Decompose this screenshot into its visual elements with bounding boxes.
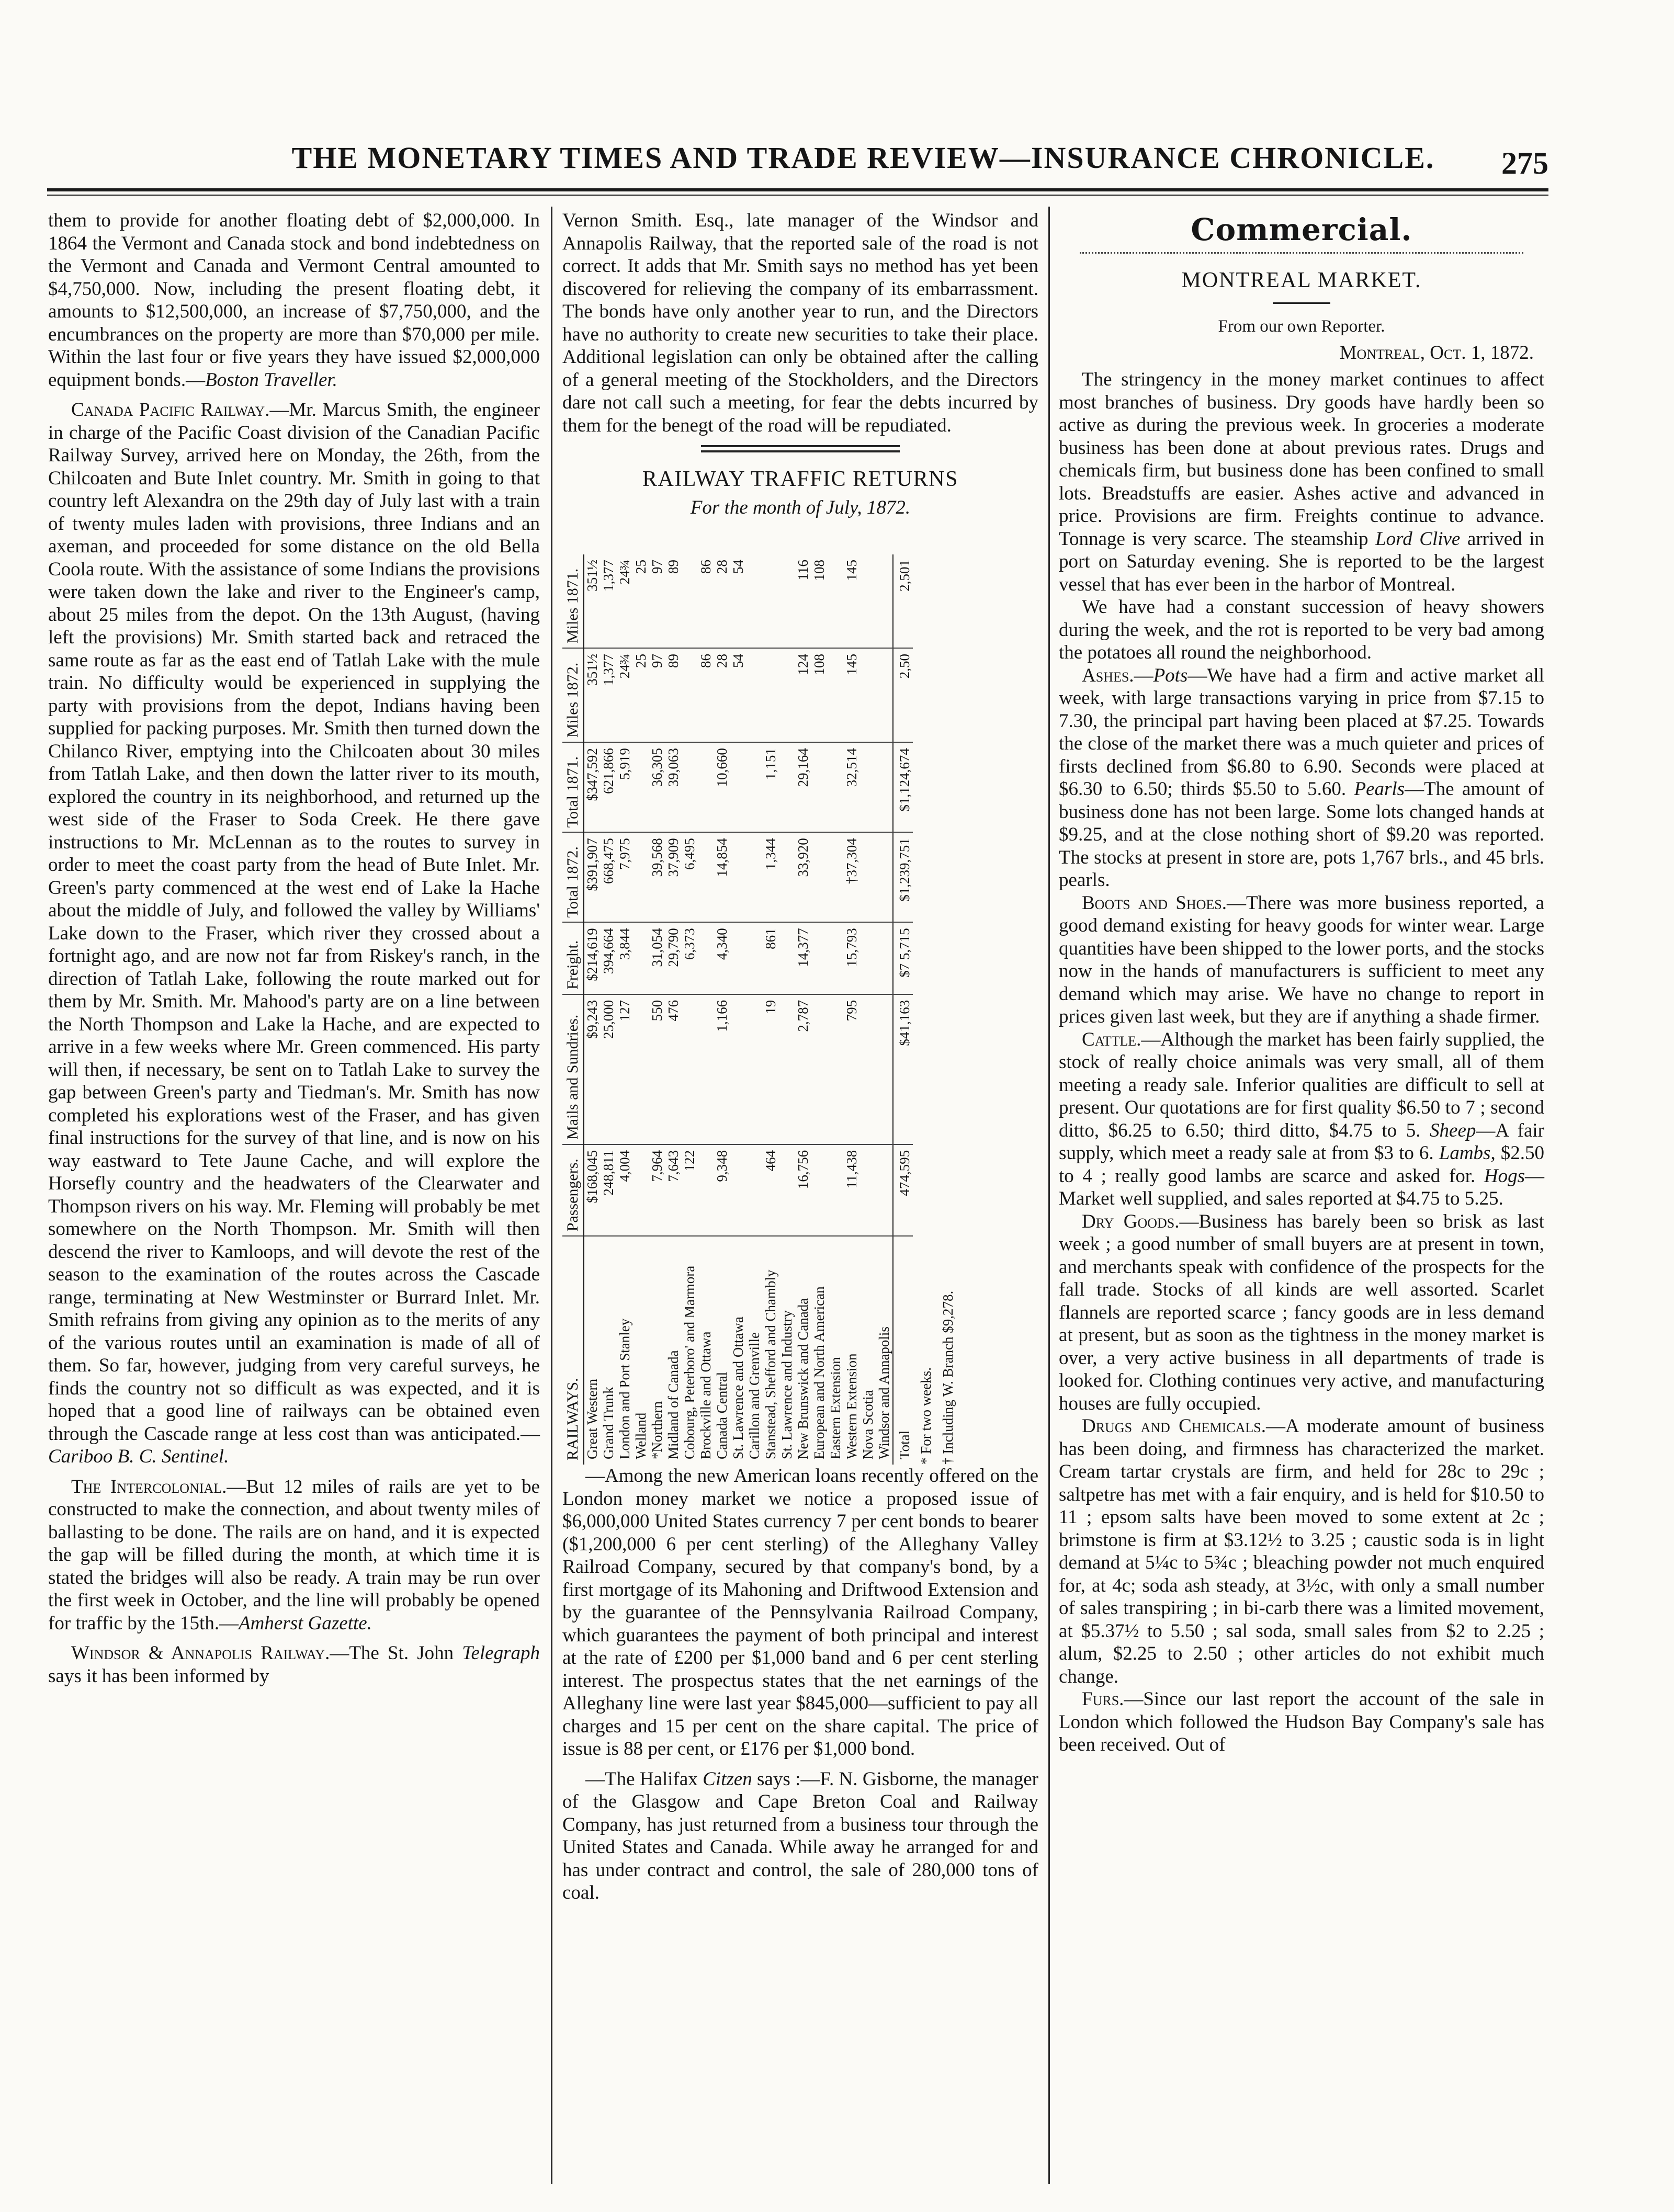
table-cell: 14,854 xyxy=(714,832,730,922)
table-cell xyxy=(860,742,876,832)
table-row xyxy=(714,554,730,1465)
table-cell xyxy=(811,1144,828,1236)
table-subtitle: For the month of July, 1872. xyxy=(690,496,911,518)
article-vermont-debt: them to provide for another floating debt of $2,000,000. In 1864 the Vermont and Canada stock and bond indebtedness on the Vermont and Canada and Vermont Central amounted to $4,750,000. Now, including the present floating debt, it amounts to $12,500,000, an increase of $7,750,000, and the encumbrances on the property are more than $70,000 per mile. Within the last four or five years they have issued $2,000,000 equipment bonds.—Boston Traveller. xyxy=(48,210,540,391)
table-cell: 2,787 xyxy=(795,994,811,1144)
railway-name-cell: St. Lawrence and Ottawa xyxy=(730,1236,746,1465)
table-cell: 54 xyxy=(730,560,746,574)
table-cell xyxy=(633,742,649,832)
table-cell xyxy=(860,922,876,994)
table-cell: 122 xyxy=(682,1144,698,1236)
railway-name-cell: Midland of Canada xyxy=(665,1236,682,1465)
table-cell xyxy=(730,1144,746,1236)
short-rule xyxy=(1273,302,1330,304)
table-cell xyxy=(682,554,698,648)
table-cell xyxy=(876,994,893,1144)
table-cell xyxy=(811,994,828,1144)
table-cell: 394,664 xyxy=(601,922,617,994)
table-cell: 29,790 xyxy=(665,922,682,994)
table-cell xyxy=(746,922,763,994)
table-cell: 97 xyxy=(649,648,665,742)
railway-name-cell: Cobourg, Peterboro' and Marmora xyxy=(682,1236,698,1465)
table-cell: 1,377 xyxy=(601,648,617,742)
table-cell: 4,004 xyxy=(617,1144,633,1236)
table-cell: 668,475 xyxy=(601,832,617,922)
railway-name-cell: St. Lawrence and Industry xyxy=(779,1236,795,1465)
table-cell: 33,920 xyxy=(795,832,811,922)
table-cell xyxy=(698,994,714,1144)
table-cell xyxy=(779,922,795,994)
table-row xyxy=(665,554,682,1465)
table-cell: 476 xyxy=(665,994,682,1144)
table-cell: 1,151 xyxy=(763,742,779,832)
article-intercolonial: The Intercolonial.—But 12 miles of rails are yet to be constructed to make the connection, and about twenty miles of ballasting to be done. The rails are on hand, and it is expected the gap will be filled during the month, at which time it is stated the bridges will also be ready. A train may be run over the first week in October, and the line will probably be opened for traffic by the 15th.—Amherst Gazette. xyxy=(48,1476,540,1634)
table-cell xyxy=(828,648,844,742)
table-cell xyxy=(746,554,763,648)
table-cell: 7,964 xyxy=(649,1144,665,1236)
table-cell: 9,348 xyxy=(714,1144,730,1236)
table-cell xyxy=(779,994,795,1144)
table-cell xyxy=(633,922,649,994)
table-row xyxy=(779,554,795,1465)
page-number: 275 xyxy=(1501,146,1548,180)
table-cell: 16,756 xyxy=(795,1144,811,1236)
table-row xyxy=(763,554,779,1465)
table-cell xyxy=(860,554,876,648)
table-cell: 39,568 xyxy=(649,832,665,922)
total-cell: $7 5,715 xyxy=(893,922,913,994)
total-cell: 2,50 xyxy=(893,648,913,742)
table-cell xyxy=(860,648,876,742)
table-cell: 24¾ xyxy=(617,560,632,585)
railway-name-cell: Eastern Extension xyxy=(828,1236,844,1465)
table-cell: 464 xyxy=(763,1144,779,1236)
table-cell: †37,304 xyxy=(844,832,860,922)
table-row xyxy=(601,554,617,1465)
table-cell xyxy=(633,832,649,922)
table-cell: 25,000 xyxy=(601,994,617,1144)
table-cell: 145 xyxy=(844,560,859,581)
table-cell xyxy=(779,648,795,742)
railway-name-cell: New Brunswick and Canada xyxy=(795,1236,811,1465)
weather-report: We have had a constant succession of heavy showers during the week, and the rot is reported to be very bad among the potatoes all round the neighborhood. xyxy=(1059,596,1544,663)
railway-name-cell: Windsor and Annapolis xyxy=(876,1236,893,1465)
table-cell: 36,305 xyxy=(649,742,665,832)
table-footnote-1: * For two weeks. xyxy=(918,1367,934,1465)
column-divider-1 xyxy=(551,207,552,2184)
total-cell: $1,239,751 xyxy=(893,832,913,922)
table-cell xyxy=(746,648,763,742)
railway-name-cell: European and North American xyxy=(811,1236,828,1465)
table-cell: 19 xyxy=(763,994,779,1144)
table-row xyxy=(876,554,893,1465)
table-cell xyxy=(860,832,876,922)
railway-traffic-table-wrapper xyxy=(562,523,1065,1465)
table-footnote-2: † Including W. Branch $9,278. xyxy=(940,1290,956,1465)
boots-shoes-report: Boots and Shoes.—There was more business reported, a good demand existing for heavy goods for winter wear. Large quantities have been shipped to the lower ports, and the stocks now in the hands of manufacturers is sufficient to meet any demand which may arise. We have no change to report in prices given last week, but they are if anything a shade firmer. xyxy=(1059,892,1544,1027)
table-header-cell: Mails and Sundries. xyxy=(562,994,584,1144)
masthead-rule-thick xyxy=(47,188,1548,191)
table-cell xyxy=(698,1144,714,1236)
table-cell: 11,438 xyxy=(844,1144,860,1236)
table-cell: 4,340 xyxy=(714,922,730,994)
table-cell: 89 xyxy=(665,648,682,742)
railway-name-cell: Nova Scotia xyxy=(860,1236,876,1465)
table-cell: 621,866 xyxy=(601,742,617,832)
table-cell xyxy=(682,742,698,832)
table-cell: 86 xyxy=(698,560,714,574)
column-3 xyxy=(1059,209,1544,1756)
table-row xyxy=(795,554,811,1465)
table-title: RAILWAY TRAFFIC RETURNS xyxy=(642,467,958,491)
railway-name-cell: Western Extension xyxy=(844,1236,860,1465)
railway-traffic-table xyxy=(562,554,913,1465)
table-cell: 97 xyxy=(649,560,665,574)
table-cell xyxy=(746,832,763,922)
table-cell xyxy=(828,994,844,1144)
table-cell: 25 xyxy=(633,560,649,574)
table-row xyxy=(860,554,876,1465)
table-cell: $391,907 xyxy=(584,832,601,922)
table-cell: $9,243 xyxy=(584,994,601,1144)
table-cell: 54 xyxy=(730,648,746,742)
article-canada-pacific: Canada Pacific Railway.—Mr. Marcus Smith, the engineer in charge of the Pacific Coast division of the Canadian Pacific Railway Survey, arrived here on Monday, the 26th, from the Chilcoaten and Bute Inlet country. Mr. Smith in going to that country left Alexandra on the 29th day of July last with a train of twenty mules laden with provisions, three Indians and an axeman, and proceeded for some distance on the old Bella Coola route. With the assistance of some Indians the provisions were taken down the lake and river to the Engineer's camp, about 25 miles from the depot. On the 13th August, (having left the provisions) Mr. Smith started back and retraced the same route as far as the east end of Tatlah Lake with the mule train. No difficulty would be experienced in supplying the party with provisions from the depot, Indians having been supplied for packing purposes. Mr. Smith then turned down the Chilanco River, emptying into the Chilcoaten about 30 miles from Tatlah Lake, and then down the latter river to its mouth, explored the country in its neighborhood, and returned up the west side of the Fraser to Soda Creek. He there gave instructions to Mr. McLennan as to the routes to survey in order to meet the coast party from the head of Bute Inlet. Mr. Green's party commenced at the west end of Lake la Hache about the middle of July, and followed the valley by Williams' Lake down to the Fraser, which river they crossed about a fortnight ago, and are now not far from Riskey's ranch, in the direction of Tatlah Lake, following the route marked out for them by Mr. Smith. Mr. Mahood's party are on a line between the North Thompson and Lake la Hache, and are expected to arrive in a few weeks where Mr. Green commenced. His party will then, if necessary, be sent on to Tatlah Lake to survey the gap between Green's party and Tiedman's. Mr. Smith has now completed his explorations west of the Fraser, and has given final instructions for the survey of that line, and is now on his way eastward to Tete Jaune Cache, and will explore the Horsefly country and the headwaters of the Clearwater and Thompson rivers on his way. Mr. Fleming will probably be met somewhere on the North Thompson. Mr. Smith will then descend the river to Kamloops, and will devote the rest of the season to the examination of the routes across the Cascade range, terminating at New Westminster or Burrard Inlet. Mr. Smith refrains from giving any opinion as to the merits of any of the various routes until an examination is made of all of them. So far, however, judging from very careful surveys, he finds the country not so difficult as was expected, and it is hoped that a good line of railways can be obtained even through the Cascade range at less cost than was anticipated.—Cariboo B. C. Sentinel. xyxy=(48,399,540,1467)
table-cell xyxy=(876,648,893,742)
table-header-cell: Passengers. xyxy=(562,1144,584,1236)
furs-report: Furs.—Since our last report the account of the sale in London which followed the Hudson Bay Company's sale has been received. Out of xyxy=(1059,1688,1544,1755)
table-header-cell: Total 1872. xyxy=(562,832,584,922)
table-cell xyxy=(811,742,828,832)
table-cell xyxy=(828,742,844,832)
table-cell xyxy=(730,832,746,922)
railway-name-cell: London and Port Stanley xyxy=(617,1236,633,1465)
railway-name-cell: Stanstead, Shefford and Chambly xyxy=(763,1236,779,1465)
table-cell: $168,045 xyxy=(584,1144,601,1236)
table-cell xyxy=(682,994,698,1144)
commercial-heading: Commercial. xyxy=(1191,212,1412,247)
total-cell: $41,163 xyxy=(893,994,913,1144)
table-cell xyxy=(779,742,795,832)
masthead: THE MONETARY TIMES AND TRADE REVIEW—INSURANCE CHRONICLE. xyxy=(291,141,1435,175)
table-cell xyxy=(698,742,714,832)
cattle-report: Cattle.—Although the market has been fairly supplied, the stock of really choice animals was very small, all of them meeting a ready sale. Inferior qualities are difficult to sell at present. Our quotations are for first quality $6.50 to 7 ; second ditto, $6.25 to 6.50; third ditto, $4.75 to 5. Sheep—A fair supply, which meet a ready sale at from $3 to 6. Lambs, $2.50 to 4 ; really good lambs are scarce and asked for. Hogs—Market well supplied, and sales reported at $4.75 to 5.25. xyxy=(1059,1028,1545,1209)
drugs-chemicals-report: Drugs and Chemicals.—A moderate amount of business has been doing, and firmness has characterized the market. Cream tartar crystals are firm, and held for 28c to 29c ; saltpetre has met with a fair enquiry, and is held for $10.50 to 11 ; epsom salts have been moved to some extent at 2c ; brimstone is firm at $3.12½ to 3.25 ; caustic soda is in light demand at 5¼c to 5¾c ; bleaching powder not much enquired for, at 4c; soda ash steady, at 3½c, with only a small number of sales transpiring ; in bi-carb there was a limited movement, at $5.37½ to 5.50 ; sal soda, small sales from $2 to 2.25 ; alum, $2.25 to 2.50 ; other articles do not exhibit much change. xyxy=(1059,1415,1545,1687)
total-cell: 474,595 xyxy=(893,1144,913,1236)
table-cell xyxy=(698,922,714,994)
table-cell xyxy=(633,1144,649,1236)
table-cell xyxy=(763,554,779,648)
railway-name-cell: Brockville and Ottawa xyxy=(698,1236,714,1465)
table-cell: 5,919 xyxy=(617,742,633,832)
table-cell: 124 xyxy=(795,648,811,742)
table-row xyxy=(584,554,601,1465)
table-cell: 6,373 xyxy=(682,922,698,994)
table-row xyxy=(682,554,698,1465)
table-row xyxy=(844,554,860,1465)
table-cell: 14,377 xyxy=(795,922,811,994)
table-header-cell: Freight. xyxy=(562,922,584,994)
section-double-rule xyxy=(701,445,900,452)
table-cell: 351½ xyxy=(584,648,601,742)
table-cell: 28 xyxy=(714,648,730,742)
table-cell xyxy=(876,742,893,832)
table-cell xyxy=(730,742,746,832)
table-cell: 29,164 xyxy=(795,742,811,832)
table-cell: 28 xyxy=(714,560,730,574)
decorative-rule xyxy=(1080,247,1523,254)
table-cell xyxy=(828,832,844,922)
dateline: Montreal, Oct. 1, 1872. xyxy=(1339,342,1534,364)
table-cell xyxy=(746,994,763,1144)
table-cell: 861 xyxy=(763,922,779,994)
table-cell xyxy=(876,1144,893,1236)
table-cell xyxy=(682,648,698,742)
table-row xyxy=(746,554,763,1465)
article-halifax-citizen: —The Halifax Citzen says :—F. N. Gisborne, the manager of the Glasgow and Cape Breton Coal and Railway Company, has just returned from a business tour through the United States and Canada. While away he arranged for and has under contract and control, the sale of 280,000 tons of coal. xyxy=(562,1768,1038,1903)
table-cell: 37,909 xyxy=(665,832,682,922)
ashes-report: Ashes.—Pots—We have had a firm and active market all week, with large transactions varying in price from $7.15 to 7.30, the principal part having been placed at $7.25. Towards the close of the market there was a much quieter and prices of firsts declined from $6.80 to 6.90. Seconds were placed at $6.30 to 6.50; thirds $5.50 to 5.60. Pearls—The amount of business done has not been large. Some lots changed hands at $9.25, and at the close nothing short of $9.20 was reported. The stocks at present in store are, pots 1,767 brls., and 45 brls. pearls. xyxy=(1059,664,1545,891)
railway-name-cell: Grand Trunk xyxy=(601,1236,617,1465)
table-cell xyxy=(876,832,893,922)
table-cell xyxy=(698,832,714,922)
table-cell: 1,166 xyxy=(714,994,730,1144)
table-cell xyxy=(746,1144,763,1236)
railway-name-cell: Welland xyxy=(633,1236,649,1465)
table-cell xyxy=(730,994,746,1144)
dry-goods-report: Dry Goods.—Business has barely been so brisk as last week ; a good number of small buyers are at present in town, and merchants speak with confidence of the prospects for the fall trade. Stocks of all kinds are well assorted. Scarlet flannels are reported scarce ; fancy goods are in less demand at present, but as soon as the tightness in the money market is over, a very active business in all departments of trade is looked for. Clothing continues very active, and manufacturing houses are fully occupied. xyxy=(1059,1210,1544,1414)
table-row xyxy=(811,554,828,1465)
table-cell: $347,592 xyxy=(584,742,601,832)
total-cell: 2,501 xyxy=(893,554,913,648)
masthead-rule-thin xyxy=(47,195,1548,196)
table-cell: 127 xyxy=(617,994,633,1144)
table-cell xyxy=(860,1144,876,1236)
table-total-row xyxy=(893,554,913,1465)
article-american-loans: —Among the new American loans recently offered on the London money market we notice a proposed issue of $6,000,000 United States currency 7 per cent bonds to bearer ($1,200,000 6 per cent sterling) of the Alleghany Valley Railroad Company, secured by that company's bond, by a first mortgage of its Mahoning and Driftwood Extension and by the guarantee of the Pennsylvania Railroad Company, which guarantees the payment of both principal and interest at the rate of £200 per $1,000 band and 6 per cent sterling interest. The prospectus states that the net earnings of the Alleghany line were last year $845,000—sufficient to pay all charges and 15 per cent on the share capital. The price of issue is 88 per cent, or £176 per $1,000 bond. xyxy=(562,1465,1038,1760)
railway-name-cell: Carillon and Grenville xyxy=(746,1236,763,1465)
table-cell: 550 xyxy=(649,994,665,1144)
table-header-cell: Miles 1871. xyxy=(562,554,584,648)
railway-name-cell: Canada Central xyxy=(714,1236,730,1465)
table-cell xyxy=(876,922,893,994)
column-1 xyxy=(48,209,540,1687)
table-cell: 1,377 xyxy=(601,560,616,592)
table-cell: 108 xyxy=(811,648,828,742)
table-cell xyxy=(828,1144,844,1236)
table-header-cell: RAILWAYS. xyxy=(562,1236,584,1465)
table-cell xyxy=(811,832,828,922)
column-2 xyxy=(562,209,1038,1904)
total-cell: $1,124,674 xyxy=(893,742,913,832)
table-cell xyxy=(779,832,795,922)
table-cell xyxy=(763,648,779,742)
table-row xyxy=(633,554,649,1465)
table-cell: 1,344 xyxy=(763,832,779,922)
table-cell: $214,619 xyxy=(584,922,601,994)
table-cell: 39,063 xyxy=(665,742,682,832)
table-row xyxy=(730,554,746,1465)
market-summary: The stringency in the money market continues to affect most branches of business. Dry goods have hardly been so active as during the previous week. In groceries a moderate business has been done at about previous rates. Drugs and chemicals firm, but business done has been confined to small lots. Breadstuffs are easier. Ashes active and advanced in price. Provisions are firm. Freights continue to advance. Tonnage is very scarce. The steamship Lord Clive arrived in port on Saturday evening. She is reported to be the largest vessel that has ever been in the harbor of Montreal. xyxy=(1059,369,1545,595)
table-cell: 7,975 xyxy=(617,832,633,922)
table-cell xyxy=(746,742,763,832)
table-header-cell: Miles 1872. xyxy=(562,648,584,742)
table-row xyxy=(828,554,844,1465)
table-cell: 351½ xyxy=(584,560,600,592)
table-cell xyxy=(633,994,649,1144)
total-cell: Total xyxy=(893,1236,913,1465)
table-cell: 7,643 xyxy=(665,1144,682,1236)
table-cell: 15,793 xyxy=(844,922,860,994)
table-cell: 795 xyxy=(844,994,860,1144)
article-windsor-annapolis: Windsor & Annapolis Railway.—The St. John Telegraph says it has been informed by xyxy=(48,1642,540,1687)
table-cell: 145 xyxy=(844,648,860,742)
table-cell: 32,514 xyxy=(844,742,860,832)
table-cell xyxy=(828,554,844,648)
table-cell xyxy=(730,922,746,994)
table-cell: 24¾ xyxy=(617,648,633,742)
table-row xyxy=(649,554,665,1465)
article-windsor-continued: Vernon Smith. Esq., late manager of the Windsor and Annapolis Railway, that the reported sale of the road is not correct. It adds that Mr. Smith says no method has yet been discovered for relieving the company of its embarrassment. The bonds have only another year to run, and the Directors have no authority to create new securities to take their place. Additional legislation can only be obtained after the calling of a general meeting of the Stockholders, and the Directors dare not call such a meeting, for fear the debts incurred by them for the benegt of the road will be repudiated. xyxy=(562,210,1038,436)
table-cell: 86 xyxy=(698,648,714,742)
reporter-line: From our own Reporter. xyxy=(1218,317,1385,336)
table-row xyxy=(617,554,633,1465)
table-cell xyxy=(779,554,795,648)
table-cell xyxy=(828,922,844,994)
table-cell xyxy=(811,922,828,994)
table-cell: 10,660 xyxy=(714,742,730,832)
table-header-cell: Total 1871. xyxy=(562,742,584,832)
table-cell: 248,811 xyxy=(601,1144,617,1236)
railway-name-cell: Great Western xyxy=(584,1236,601,1465)
table-cell: 89 xyxy=(665,560,681,574)
montreal-market-heading: MONTREAL MARKET. xyxy=(1181,268,1422,292)
table-cell: 31,054 xyxy=(649,922,665,994)
table-cell xyxy=(876,554,893,648)
railway-name-cell: *Northern xyxy=(649,1236,665,1465)
table-cell: 25 xyxy=(633,648,649,742)
table-cell xyxy=(779,1144,795,1236)
table-cell: 3,844 xyxy=(617,922,633,994)
table-cell xyxy=(860,994,876,1144)
table-cell: 6,495 xyxy=(682,832,698,922)
table-row xyxy=(698,554,714,1465)
table-cell: 116 xyxy=(795,560,811,581)
table-cell: 108 xyxy=(811,560,827,581)
